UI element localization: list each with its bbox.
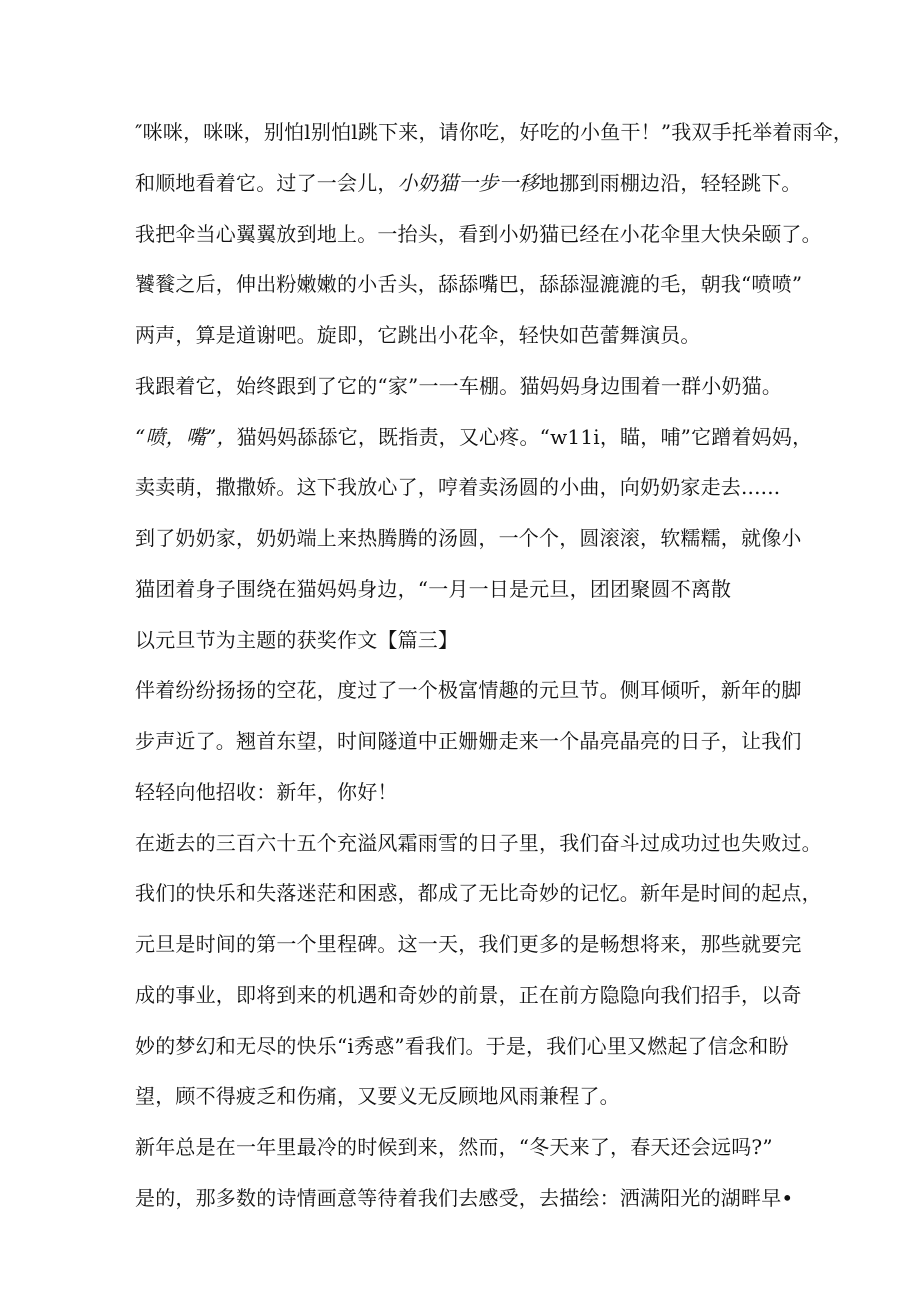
text-line-14: 轻轻向他招收：新年，你好！ (135, 780, 398, 804)
text-line-7-italic: “喷，嘴”， (135, 425, 237, 449)
text-line-7 (135, 424, 812, 450)
text-line-19: 妙的梦幻和无尽的快乐“i秀惑”看我们。于是，我们心里又燃起了信念和盼 (135, 1034, 789, 1058)
text-line-1: ″咪咪，咪咪，别怕l别怕l跳下来，请你吃，好吃的小鱼干！”我双手托举着雨伞， (135, 120, 854, 144)
text-line-15: 在逝去的三百六十五个充溢风霜雨雪的日子里，我们奋斗过成功过也失败过。 (135, 831, 822, 855)
text-line-2 (135, 170, 802, 196)
text-line-12: 伴着纷纷扬扬的空花，度过了一个极富情趣的元旦节。侧耳倾听，新年的脚 (135, 678, 802, 702)
text-line-2-part-1: 和顺地看着它。过了一会儿， (135, 171, 398, 195)
text-line-2-part-2: 地挪到雨棚边沿，轻轻跳下。 (539, 171, 802, 195)
text-line-3: 我把伞当心翼翼放到地上。一抬头，看到小奶猫已经在小花伞里大快朵颐了。 (135, 222, 822, 246)
text-line-7-part: 猫妈妈舔舔它，既指责，又心疼。“w11i，瞄，哺”它蹭着妈妈， (236, 425, 813, 449)
text-line-6: 我跟着它，始终跟到了它的“家”一一车棚。猫妈妈身边围着一群小奶猫。 (135, 374, 783, 398)
text-line-22: 是的，那多数的诗情画意等待着我们去感受，去描绘：洒满阳光的湖畔早• (135, 1186, 794, 1210)
text-line-9: 到了奶奶家，奶奶端上来热腾腾的汤圆，一个个，圆滚滚，软糯糯，就像小 (135, 526, 802, 550)
text-line-20: 望，顾不得疲乏和伤痛，又要义无反顾地风雨兼程了。 (135, 1084, 620, 1108)
text-line-16: 我们的快乐和失落迷茫和困惑，都成了无比奇妙的记忆。新年是时间的起点， (135, 881, 822, 905)
text-line-4: 饕餮之后，伸出粉嫩嫩的小舌头，舔舔嘴巴，舔舔湿漉漉的毛，朝我“喷喷” (135, 272, 803, 296)
text-line-8: 卖卖萌，撒撒娇。这下我放心了，哼着卖汤圆的小曲，向奶奶家走去...... (135, 475, 781, 499)
section-heading: 以元旦节为主题的获奖作文【篇三】 (135, 628, 459, 652)
text-line-5: 两声，算是道谢吧。旋即，它跳出小花伞，轻快如芭蕾舞演员。 (135, 323, 701, 347)
text-line-13: 步声近了。翘首东望，时间隧道中正姗姗走来一个晶亮晶亮的日子，让我们 (135, 729, 802, 753)
text-line-2-italic: 小奶猫一步一移 (397, 171, 540, 195)
text-line-21: 新年总是在一年里最冷的时候到来，然而，“冬天来了，春天还会远吗?” (135, 1135, 773, 1159)
text-line-17: 元旦是时间的第一个里程碑。这一天，我们更多的是畅想将来，那些就要完 (135, 932, 802, 956)
text-line-18: 成的事业，即将到来的机遇和奇妙的前景，正在前方隐隐向我们招手，以奇 (135, 983, 802, 1007)
text-line-10: 猫团着身子围绕在猫妈妈身边，“一月一日是元旦，团团聚圆不离散 (135, 577, 732, 601)
